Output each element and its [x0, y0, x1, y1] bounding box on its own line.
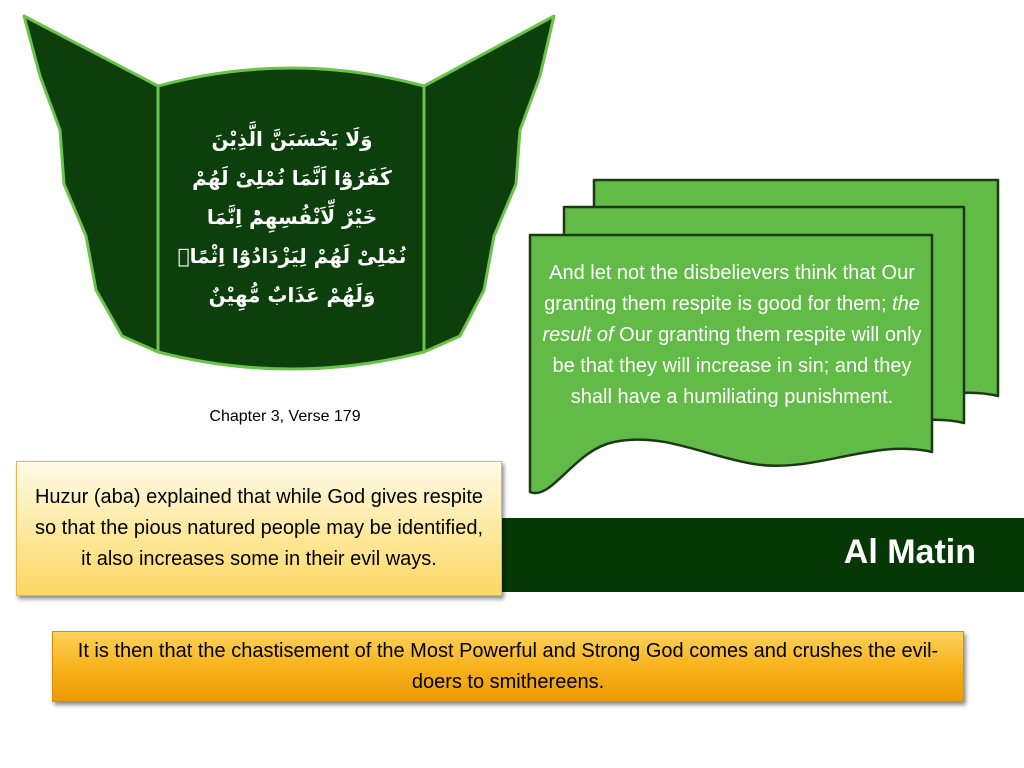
arabic-line: وَلَهُمْ عَذَابٌ مُّهِيْنٌ: [208, 283, 376, 307]
arabic-line: نُمْلِىْ لَهُمْ لِيَزْدَادُوْٓا اِثْمًاۚ: [177, 244, 407, 268]
conclusion-callout: [52, 631, 964, 702]
slide-title: Al Matin: [843, 533, 976, 571]
arabic-line: وَلَا يَحْسَبَنَّ الَّذِيْنَ: [211, 127, 373, 151]
translation-italic: the result of: [542, 293, 920, 346]
translation-part: And let not the disbelievers think that Our granting them respite is good for them;: [544, 262, 915, 315]
arabic-line: كَفَرُوْٓا اَنَّمَا نُمْلِىْ لَهُمْ: [192, 166, 392, 190]
explanation-text: Huzur (aba) explained that while God gives respite so that the pious natured people may be identified, it also increases some in their evil ways.: [34, 486, 484, 570]
explanation-callout: [16, 461, 502, 596]
banner-left-wing: [24, 16, 158, 352]
verse-caption: Chapter 3, Verse 179: [209, 408, 361, 425]
verse-translation: [536, 258, 928, 413]
arabic-line: خَيْرٌ لِّاَنْفُسِهِمْؕ اِنَّمَا: [206, 205, 378, 229]
conclusion-text: It is then that the chastisement of the Most Powerful and Strong God comes and crushes the evil-doers to smithereens.: [77, 639, 939, 693]
arabic-verse: [166, 120, 418, 315]
translation-part: Our granting them respite will only be that they will increase in sin; and they shall have a humiliating punishment.: [552, 324, 922, 408]
